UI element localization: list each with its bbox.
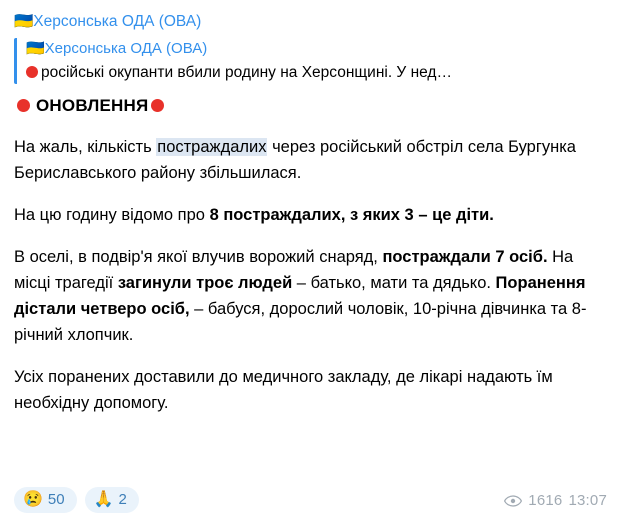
paragraph-1 <box>14 134 607 186</box>
update-heading-text: ОНОВЛЕННЯ <box>36 96 149 115</box>
update-heading <box>14 94 607 118</box>
paragraph-1-part-a: На жаль, кількість <box>14 138 157 156</box>
paragraph-3-part-b: На місці трагедії <box>14 248 574 292</box>
paragraph-2-part-a: На цю годину відомо про <box>14 206 210 224</box>
reactions-bar <box>14 487 139 513</box>
quoted-channel-title: 🇺🇦Херсонська ОДА (ОВА) <box>26 40 208 57</box>
message-meta <box>504 492 607 509</box>
red-circle-icon <box>26 66 38 78</box>
crying-face-reaction-count: 50 <box>47 491 65 508</box>
paragraph-2 <box>14 202 607 228</box>
quoted-message[interactable] <box>14 38 607 84</box>
views-count: 1616 <box>528 492 563 509</box>
paragraph-3-bold-2: загинули троє людей <box>117 274 293 292</box>
quoted-message-text <box>26 62 607 84</box>
crying-face-icon: 😢 <box>23 491 43 508</box>
message-time: 13:07 <box>568 492 607 509</box>
folded-hands-reaction-count: 2 <box>118 491 127 508</box>
folded-hands-reaction[interactable] <box>85 487 139 513</box>
paragraph-3-bold-1: постраждали 7 осіб. <box>382 248 548 266</box>
red-circle-icon-left <box>17 99 30 112</box>
views-eye-icon <box>504 495 522 507</box>
paragraph-1-part-b: через російський обстріл села Бургунка Бериславського району збільшилася. <box>14 138 576 182</box>
folded-hands-icon: 🙏 <box>93 491 114 508</box>
paragraph-3 <box>14 244 607 348</box>
crying-face-reaction[interactable] <box>14 487 77 513</box>
paragraph-3-part-a: В оселі, в подвір'я якої влучив ворожий снаряд, <box>14 248 383 266</box>
channel-title[interactable] <box>14 12 607 32</box>
red-circle-icon-right <box>151 99 164 112</box>
paragraph-3-part-c: – батько, мати та дядько. <box>292 274 496 292</box>
paragraph-1-highlight: постраждалих <box>157 138 267 156</box>
channel-title-text: 🇺🇦Херсонська ОДА (ОВА) <box>14 13 202 30</box>
paragraph-3-part-d: – бабуся, дорослий чоловік, 10-річна дівчинка та 8-річний хлопчик. <box>14 300 587 344</box>
paragraph-4: Усіх поранених доставили до медичного закладу, де лікарі надають їм необхідну допомогу. <box>14 368 553 412</box>
message-footer <box>14 479 607 513</box>
paragraph-2-bold: 8 постраждалих, з яких 3 – це діти. <box>209 206 494 224</box>
quoted-message-body: російські окупанти вбили родину на Херсонщині. У нед… <box>41 64 452 81</box>
paragraph-3-bold-3: Поранення дістали четверо осіб, <box>14 274 586 318</box>
